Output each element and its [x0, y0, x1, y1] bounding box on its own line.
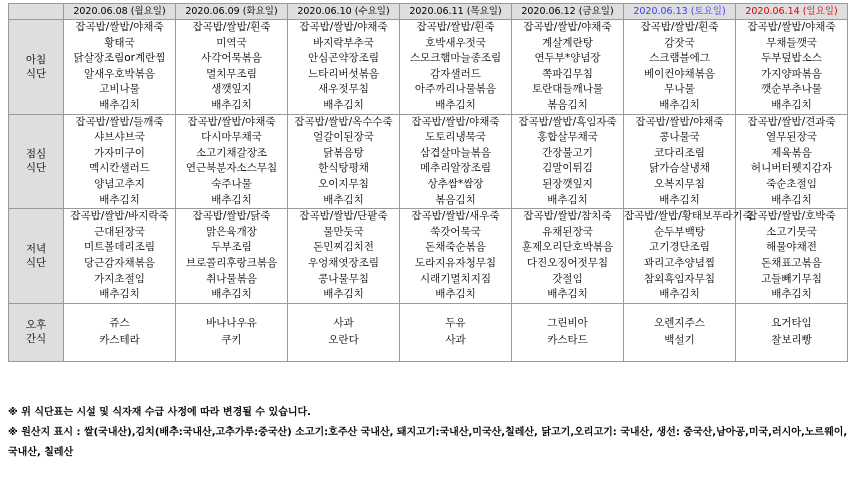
snack-item: 사과 — [333, 317, 354, 330]
menu-item: 잡곡밥/쌀밥/야채죽 — [523, 21, 612, 33]
menu-item: 죽순초절임 — [766, 177, 817, 190]
menu-cell — [736, 114, 848, 209]
menu-item: 배추김치 — [659, 288, 700, 301]
menu-item: 잡곡밥/쌀밥/흑임자죽 — [518, 115, 617, 128]
menu-item: 느타리버섯볶음 — [307, 67, 379, 80]
meal-label-line: 저녁 — [25, 242, 47, 255]
menu-item: 배추김치 — [323, 98, 364, 111]
menu-item: 시래기멸치지짐 — [419, 272, 491, 285]
date-header: 2020.06.08 (월요일) — [64, 4, 176, 20]
menu-cell — [400, 114, 512, 209]
meal-rows — [9, 20, 848, 362]
menu-item: 배추김치 — [211, 98, 252, 111]
menu-item: 잡곡밥/쌀밥/닭죽 — [192, 210, 271, 223]
menu-item: 배추김치 — [771, 193, 812, 206]
menu-item: 꽈리고추양념찜 — [643, 256, 715, 269]
snack-item: 바나나우유 — [206, 317, 257, 330]
menu-item: 당근감자채볶음 — [83, 256, 155, 269]
menu-item: 다진오징어젓무침 — [526, 256, 609, 269]
menu-item: 깻순부추나물 — [761, 83, 822, 96]
menu-item: 잡곡밥/쌀밥/바지락죽 — [70, 210, 169, 223]
snack-item: 사과 — [445, 334, 466, 347]
menu-item: 훈제오리단호박볶음 — [521, 241, 614, 254]
snack-cell — [176, 303, 288, 361]
meal-label-line: 간식 — [25, 333, 47, 346]
menu-cell — [400, 20, 512, 115]
menu-item: 알새우호박볶음 — [83, 67, 155, 80]
menu-cell — [288, 209, 400, 304]
snack-item: 오렌지주스 — [654, 317, 705, 330]
menu-item: 잡곡밥/쌀밥/황태보푸라기죽 — [624, 210, 753, 223]
meal-label-line: 식단 — [25, 162, 47, 175]
menu-cell — [624, 209, 753, 304]
menu-cell — [176, 209, 288, 304]
date-header: 2020.06.10 (수요일) — [288, 4, 400, 20]
menu-item: 고들빼기무침 — [761, 272, 822, 285]
menu-item: 메추리알장조림 — [419, 162, 491, 175]
menu-item: 배추김치 — [99, 288, 140, 301]
menu-item: 돈민찌김치전 — [313, 241, 374, 254]
menu-item: 도라지유자청무침 — [414, 256, 497, 269]
menu-item: 브로콜리후랑크볶음 — [185, 256, 278, 269]
menu-item: 홍합살무채국 — [537, 131, 598, 144]
menu-item: 잡곡밥/쌀밥/단팥죽 — [299, 210, 388, 223]
meal-label — [9, 209, 64, 304]
header-corner — [9, 4, 64, 20]
menu-item: 새우젓무침 — [318, 83, 369, 96]
menu-item: 잡곡밥/쌀밥/흰죽 — [192, 21, 271, 33]
menu-cell — [736, 209, 848, 304]
menu-item: 배추김치 — [659, 193, 700, 206]
meal-label-line: 점심 — [25, 148, 47, 161]
menu-item: 배추김치 — [323, 288, 364, 301]
menu-item: 닭살장조림or계란찜 — [73, 52, 166, 65]
menu-item: 무나물 — [664, 83, 695, 96]
note-origin: ※ 원산지 표시 : 쌀(국내산),김치(배추:국내산,고추가루:중국산) 소고기:호주산 국내산, 돼지고기:국내산,미국산,칠레산, 닭고기,오리고기: 국내산, 생선: 중국산,남아공,미국,러시아,노르웨이,국내산, 칠레산 — [8, 427, 848, 458]
menu-item: 멕시칸샐러드 — [89, 162, 150, 175]
menu-item: 두부덮밥소스 — [761, 52, 822, 65]
menu-item: 양념고추지 — [94, 177, 145, 190]
menu-item: 된장깻잎지 — [542, 177, 593, 190]
menu-item: 베이컨야채볶음 — [643, 67, 715, 80]
meal-row — [9, 209, 848, 304]
menu-cell — [512, 20, 624, 115]
menu-item: 소고기뭇국 — [766, 225, 817, 238]
menu-item: 참외흑임자무침 — [643, 272, 715, 285]
menu-cell — [736, 20, 848, 115]
menu-item: 도토리냉묵국 — [425, 131, 486, 144]
snack-cell — [64, 303, 176, 361]
snack-item: 요거타임 — [771, 317, 812, 330]
menu-item: 사각어묵볶음 — [201, 52, 262, 65]
date-header: 2020.06.09 (화요일) — [176, 4, 288, 20]
menu-item: 제육볶음 — [771, 146, 812, 159]
snack-cell — [624, 303, 736, 361]
meal-label-line: 식단 — [25, 67, 47, 80]
menu-item: 쑥갓어묵국 — [430, 225, 481, 238]
menu-item: 간장불고기 — [542, 146, 593, 159]
menu-item: 배추김치 — [323, 193, 364, 206]
menu-item: 고비나물 — [99, 83, 140, 96]
meal-row — [9, 114, 848, 209]
menu-item: 가지양파볶음 — [761, 67, 822, 80]
snack-cell — [512, 303, 624, 361]
menu-item: 아주까리나물볶음 — [414, 83, 497, 96]
menu-item: 미역국 — [216, 36, 247, 49]
meal-label-line: 오후 — [25, 319, 47, 332]
meal-label-line: 아침 — [25, 53, 47, 66]
menu-item: 콩나물무침 — [318, 272, 369, 285]
date-header: 2020.06.13 (토요일) — [624, 4, 736, 20]
menu-item: 다시마무채국 — [201, 131, 262, 144]
menu-cell — [512, 209, 624, 304]
menu-item: 물만둣국 — [323, 225, 364, 238]
meal-row — [9, 20, 848, 115]
menu-item: 무채들깻국 — [766, 36, 817, 49]
menu-cell — [400, 209, 512, 304]
menu-item: 열무된장국 — [766, 131, 817, 144]
menu-item: 허니버터웻지감자 — [750, 162, 833, 175]
menu-item: 배추김치 — [771, 98, 812, 111]
menu-item: 유채된장국 — [542, 225, 593, 238]
menu-item: 숙주나물 — [211, 177, 252, 190]
menu-item: 생깻잎지 — [211, 83, 252, 96]
menu-item: 샤브샤브국 — [94, 131, 145, 144]
menu-item: 배추김치 — [435, 288, 476, 301]
menu-item: 감자샐러드 — [430, 67, 481, 80]
menu-item: 바지락부추국 — [313, 36, 374, 49]
date-header: 2020.06.11 (목요일) — [400, 4, 512, 20]
snack-item: 카스타드 — [547, 334, 588, 347]
meal-label — [9, 303, 64, 361]
menu-cell — [176, 20, 288, 115]
menu-item: 닭가슴살냉채 — [649, 162, 710, 175]
menu-item: 순두부백탕 — [654, 225, 705, 238]
menu-cell — [64, 209, 176, 304]
menu-item: 잡곡밥/쌀밥/견과죽 — [747, 115, 836, 128]
meal-label — [9, 114, 64, 209]
menu-item: 배추김치 — [547, 193, 588, 206]
menu-cell — [288, 114, 400, 209]
snack-item: 찰보리빵 — [771, 334, 812, 347]
snack-cell — [736, 303, 848, 361]
menu-item: 잡곡밥/쌀밥/흰죽 — [640, 21, 719, 33]
menu-cell — [64, 20, 176, 115]
menu-item: 잡곡밥/쌀밥/새우죽 — [411, 210, 500, 223]
menu-item: 소고기채갈장조 — [195, 146, 267, 159]
snack-cell — [288, 303, 400, 361]
menu-item: 해물야채전 — [766, 241, 817, 254]
menu-item: 김말이튀김 — [542, 162, 593, 175]
menu-item: 잡곡밥/쌀밥/들깨죽 — [75, 115, 164, 128]
menu-item: 가지초절임 — [94, 272, 145, 285]
menu-item: 코다리조림 — [654, 146, 705, 159]
snack-item: 오란다 — [328, 334, 359, 347]
menu-item: 볶음김치 — [435, 193, 476, 206]
menu-item: 잡곡밥/쌀밥/야채죽 — [75, 21, 164, 33]
menu-cell — [624, 20, 736, 115]
snack-item: 두유 — [445, 317, 466, 330]
menu-item: 잡곡밥/쌀밥/흰죽 — [416, 21, 495, 33]
notes — [8, 403, 848, 463]
menu-cell — [624, 114, 736, 209]
menu-item: 잡곡밥/쌀밥/야채죽 — [299, 21, 388, 33]
menu-cell — [64, 114, 176, 209]
menu-item: 감잣국 — [664, 36, 695, 49]
menu-cell — [512, 114, 624, 209]
menu-item: 맑은육개장 — [206, 225, 257, 238]
menu-item: 삼겹살마늘볶음 — [419, 146, 491, 159]
snack-cell — [400, 303, 512, 361]
menu-item: 배추김치 — [435, 98, 476, 111]
snack-item: 백설기 — [664, 334, 695, 347]
menu-item: 잡곡밥/쌀밥/야채죽 — [187, 115, 276, 128]
menu-item: 가자미구이 — [94, 146, 145, 159]
menu-item: 잡곡밥/쌀밥/야채죽 — [747, 21, 836, 33]
menu-item: 잡곡밥/쌀밥/참치죽 — [523, 210, 612, 223]
snack-item: 쿠키 — [221, 334, 242, 347]
menu-item: 배추김치 — [771, 288, 812, 301]
menu-item: 스모크햄마늘종조림 — [409, 52, 502, 65]
menu-item: 돈채표고볶음 — [761, 256, 822, 269]
menu-item: 쪽파김무침 — [542, 67, 593, 80]
menu-item: 잡곡밥/쌀밥/옥수수죽 — [294, 115, 393, 128]
menu-item: 미트볼데리조림 — [83, 241, 155, 254]
menu-item: 오이지무침 — [318, 177, 369, 190]
menu-item: 두부조림 — [211, 241, 252, 254]
menu-item: 배추김치 — [211, 193, 252, 206]
date-header: 2020.06.12 (금요일) — [512, 4, 624, 20]
menu-item: 한식탕평채 — [318, 162, 369, 175]
menu-item: 고기경단조림 — [649, 241, 710, 254]
menu-cell — [288, 20, 400, 115]
menu-item: 배추김치 — [659, 98, 700, 111]
menu-item: 잡곡밥/쌀밥/야채죽 — [635, 115, 724, 128]
menu-item: 근대된장국 — [94, 225, 145, 238]
menu-item: 배추김치 — [99, 98, 140, 111]
menu-item: 잡곡밥/쌀밥/야채죽 — [411, 115, 500, 128]
menu-item: 잡곡밥/쌀밥/호박죽 — [747, 210, 836, 223]
menu-item: 상추쌈*쌈장 — [427, 177, 484, 190]
menu-item: 황태국 — [104, 36, 135, 49]
snack-item: 쥬스 — [109, 317, 130, 330]
menu-item: 스크램블에그 — [649, 52, 710, 65]
meal-label — [9, 20, 64, 115]
menu-item: 배추김치 — [547, 288, 588, 301]
menu-item: 볶음김치 — [547, 98, 588, 111]
menu-item: 얼갈이된장국 — [313, 131, 374, 144]
menu-item: 갓절임 — [552, 272, 583, 285]
menu-item: 우엉채엿장조림 — [307, 256, 379, 269]
snack-item: 카스테라 — [99, 334, 140, 347]
menu-item: 취나물볶음 — [206, 272, 257, 285]
snack-row — [9, 303, 848, 361]
menu-item: 연근북분자소스무침 — [185, 162, 278, 175]
date-header-row — [9, 4, 848, 20]
menu-item: 돈채죽순볶음 — [425, 241, 486, 254]
menu-item: 닭볶음탕 — [323, 146, 364, 159]
menu-item: 계살계란탕 — [542, 36, 593, 49]
menu-item: 호박새우젓국 — [425, 36, 486, 49]
snack-item: 그린비아 — [547, 317, 588, 330]
date-header: 2020.06.14 (일요일) — [736, 4, 848, 20]
menu-cell — [176, 114, 288, 209]
menu-item: 오복지무침 — [654, 177, 705, 190]
weekly-meal-table — [8, 3, 848, 362]
menu-item: 콩나물국 — [659, 131, 700, 144]
meal-label-line: 식단 — [25, 256, 47, 269]
menu-item: 배추김치 — [211, 288, 252, 301]
menu-item: 연두부*양념장 — [534, 52, 601, 65]
menu-item: 멸치무조림 — [206, 67, 257, 80]
menu-item: 안심곤약장조림 — [307, 52, 379, 65]
note-change-notice: ※ 위 식단표는 시설 및 식자재 수급 사정에 따라 변경될 수 있습니다. — [8, 407, 311, 418]
menu-item: 토란대들깨나물 — [531, 83, 603, 96]
menu-item: 배추김치 — [99, 193, 140, 206]
